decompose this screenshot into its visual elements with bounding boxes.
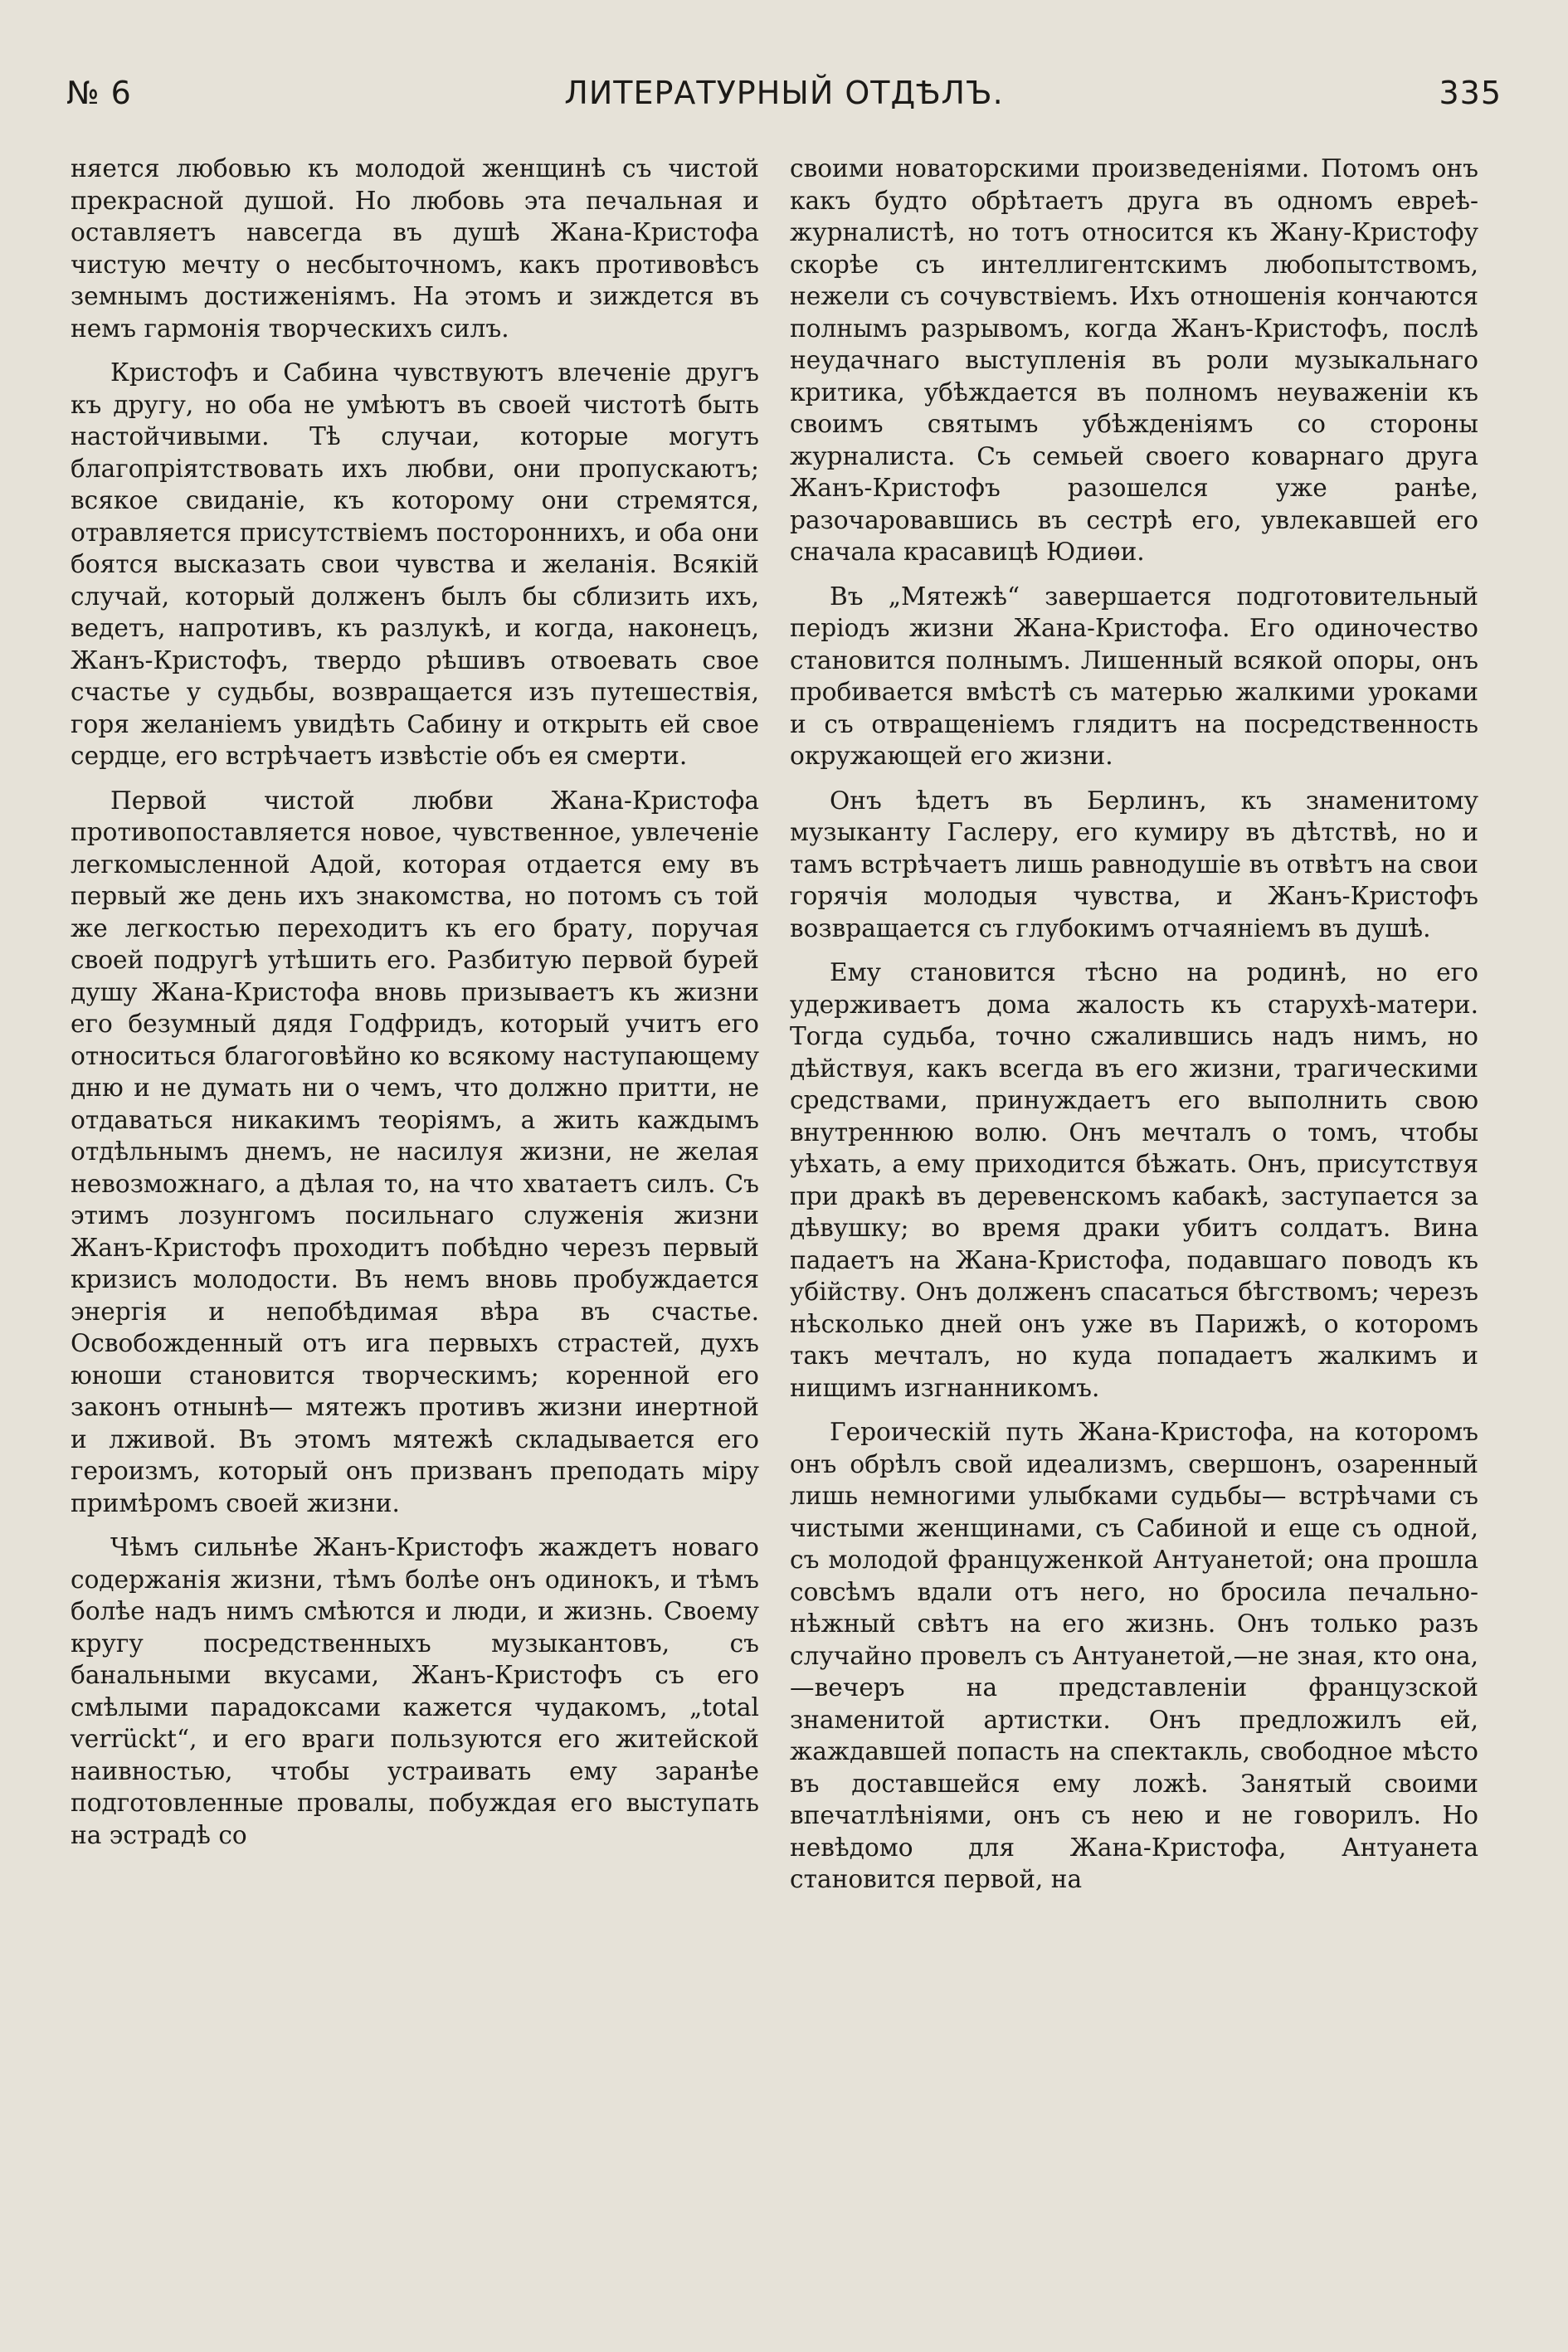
left-column	[71, 153, 759, 1863]
paragraph: Въ „Мятежѣ“ завершается подготовительный періодъ жизни Жана-Кристофа. Его одиночество становится полнымъ. Лишенный всякой опоры, онъ пробивается вмѣстѣ съ матерью жалкими уроками и съ отвращеніемъ глядитъ на посредственность окружающей его жизни.	[790, 582, 1478, 770]
paragraph: Онъ ѣдетъ въ Берлинъ, къ знаменитому музыканту Гаслеру, его кумиру въ дѣтствѣ, но и тамъ встрѣчаетъ лишь равнодушіе въ отвѣтъ на свои горячія молодыя чувства, и Жанъ-Кристофъ возвращается съ глубокимъ отчаяніемъ въ душѣ.	[790, 786, 1478, 942]
right-column	[790, 153, 1478, 1908]
paragraph: Героическій путь Жана-Кристофа, на которомъ онъ обрѣлъ свой идеализмъ, свершонъ, озаренный лишь немногими улыбками судьбы— встрѣчами съ чистыми женщинами, съ Сабиной и еще съ одной, съ молодой француженкой Антуанетой; она прошла совсѣмъ вдали отъ него, но бросила печально-нѣжный свѣтъ на его жизнь. Онъ только разъ случайно провелъ съ Антуанетой,—не зная, кто она,—вечеръ на представленіи французской знаменитой артистки. Онъ предложилъ ей, жаждавшей попасть на спектакль, свободное мѣсто въ доставшейся ему ложѣ. Занятый своими впечатлѣніями, онъ съ нею и не говорилъ. Но невѣдомо для Жана-Кристофа, Антуанета становится первой, на	[790, 1418, 1478, 1893]
issue-number: № 6	[66, 75, 132, 111]
page-header	[66, 68, 1502, 118]
paragraph: Ему становится тѣсно на родинѣ, но его удерживаетъ дома жалость къ старухѣ-матери. Тогда судьба, точно сжалившись надъ нимъ, но дѣйствуя, какъ всегда въ его жизни, трагическими средствами, принуждаетъ его выполнить свою внутреннюю волю. Онъ мечталъ о томъ, чтобы уѣхать, а ему приходится бѣжать. Онъ, присутствуя при дракѣ въ деревенскомъ кабакѣ, заступается за дѣвушку; во время драки убитъ солдатъ. Вина падаетъ на Жана-Кристофа, подавшаго поводъ къ убійству. Онъ долженъ спасаться бѣгствомъ; черезъ нѣсколько дней онъ уже въ Парижѣ, о которомъ такъ мечталъ, но куда попадаетъ жалкимъ и нищимъ изгнанникомъ.	[790, 958, 1478, 1402]
paragraph: Чѣмъ сильнѣе Жанъ-Кристофъ жаждетъ новаго содержанія жизни, тѣмъ болѣе онъ одинокъ, и тѣмъ болѣе надъ нимъ смѣются и люди, и жизнь. Своему кругу посредственныхъ музыкантовъ, съ банальными вкусами, Жанъ-Кристофъ съ его смѣлыми парадоксами кажется чудакомъ, „total verrückt“, и его враги пользуются его житейской наивностью, чтобы устраивать ему заранѣе подготовленные провалы, побуждая его выступать на эстрадѣ со	[71, 1533, 759, 1849]
page-number: 335	[1439, 75, 1502, 111]
paragraph: няется любовью къ молодой женщинѣ съ чистой прекрасной душой. Но любовь эта печальная и оставляетъ навсегда въ душѣ Жана-Кристофа чистую мечту о несбыточномъ, какъ противовѣсъ земнымъ достиженіямъ. На этомъ и зиждется въ немъ гармонія творческихъ силъ.	[71, 154, 759, 343]
section-title: ЛИТЕРАТУРНЫЙ ОТДѢЛЪ.	[564, 75, 1004, 111]
paragraph: Кристофъ и Сабина чувствуютъ влеченіе другъ къ другу, но оба не умѣютъ въ своей чистотѣ быть настойчивыми. Тѣ случаи, которые могутъ благопріятствовать ихъ любви, они пропускаютъ; всякое свиданіе, къ которому они стремятся, отравляется присутствіемъ постороннихъ, и оба они боятся высказать свои чувства и желанія. Всякій случай, который долженъ былъ бы сблизить ихъ, ведетъ, напротивъ, къ разлукѣ, и когда, наконецъ, Жанъ-Кристофъ, твердо рѣшивъ отвоевать свое счастье у судьбы, возвращается изъ путешествія, горя желаніемъ увидѣть Сабину и открыть ей свое сердце, его встрѣчаетъ извѣстіе объ ея смерти.	[71, 358, 759, 770]
paragraph: своими новаторскими произведеніями. Потомъ онъ какъ будто обрѣтаетъ друга въ одномъ евреѣ-журналистѣ, но тотъ относится къ Жану-Кристофу скорѣе съ интеллигентскимъ любопытствомъ, нежели съ сочувствіемъ. Ихъ отношенія кончаются полнымъ разрывомъ, когда Жанъ-Кристофъ, послѣ неудачнаго выступленія въ роли музыкальнаго критика, убѣждается въ полномъ неуваженіи къ своимъ святымъ убѣжденіямъ со стороны журналиста. Съ семьей своего коварнаго друга Жанъ-Кристофъ разошелся уже ранѣе, разочаровавшись въ сестрѣ его, увлекавшей его сначала красавицѣ Юдиѳи.	[790, 154, 1478, 566]
paragraph: Первой чистой любви Жана-Кристофа противопоставляется новое, чувственное, увлеченіе легкомысленной Адой, которая отдается ему въ первый же день ихъ знакомства, но потомъ съ той же легкостью переходитъ къ его брату, поручая своей подругѣ утѣшить его. Разбитую первой бурей душу Жана-Кристофа вновь призываетъ къ жизни его безумный дядя Годфридъ, который учитъ его относиться благоговѣйно ко всякому наступающему дню и не думать ни о чемъ, что должно притти, не отдаваться никакимъ теоріямъ, а жить каждымъ отдѣльнымъ днемъ, не насилуя жизни, не желая невозможнаго, а дѣлая то, на что хватаетъ силъ. Съ этимъ лозунгомъ посильнаго служенія жизни Жанъ-Кристофъ проходитъ побѣдно черезъ первый кризисъ молодости. Въ немъ вновь пробуждается энергія и непобѣдимая вѣра въ счастье. Освобожденный отъ ига первыхъ страстей, духъ юноши становится творческимъ; коренной его законъ отнынѣ— мятежъ противъ жизни инертной и лживой. Въ этомъ мятежѣ складывается его героизмъ, который онъ призванъ преподать міру примѣромъ своей жизни.	[71, 786, 759, 1517]
